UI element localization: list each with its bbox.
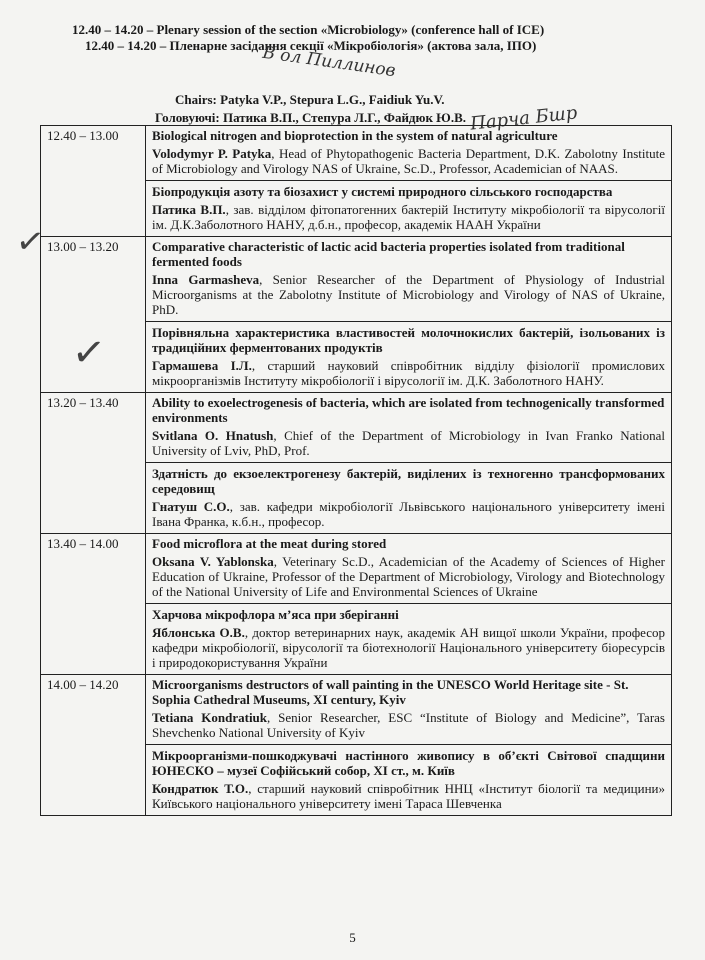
speaker-uk: Патика В.П., зав. відділом фітопатогенних бактерій Інституту мікробіології та вірусології ім. Д.К.Заболотного НАНУ, д.б.н., професор, академік НААН України [152,202,665,232]
chairs-uk: Головуючі: Патика В.П., Степура Л.Г., Файдюк Ю.В. [155,110,466,125]
speaker-uk: Гнатуш С.О., зав. кафедри мікробіології Львівського національного університету імені Івана Франка, к.б.н., професор. [152,499,665,529]
speaker-en: Volodymyr P. Patyka, Head of Phytopathogenic Bacteria Department, D.K. Zabolotny Institute of Microbiology and Virology NAS of Ukraine, Sc.D., Professor, Academician of NAAS. [152,146,665,176]
time-slot: 13.40 – 14.00 [41,534,146,675]
talk-cell [146,534,672,675]
speaker-en: Inna Garmasheva, Senior Researcher of the Department of Physiology of Industrial Microorganisms at the Zabolotny Institute of Microbiology and Virology of NAS of Ukraine, PhD. [152,272,665,317]
table-row [41,126,672,237]
speaker-uk: Яблонська О.В., доктор ветеринарних наук, академік АН вищої школи України, професор кафедри мікробіології, вірусології та біотехнології Національного університету біоресурсів і природокористування України [152,625,665,670]
session-title-en: 12.40 – 14.20 – Plenary session of the section «Microbiology» (conference hall of ICE) [72,22,545,37]
time-slot: 14.00 – 14.20 [41,675,146,816]
talk-title-en: Ability to exoelectrogenesis of bacteria, which are isolated from technogenically transformed environments [152,395,665,425]
checkmark-icon: ✓ [69,328,108,378]
talk-title-uk: Порівняльна характеристика властивостей молочнокислих бактерій, ізольованих із традиційних ферментованих продуктів [152,325,665,355]
talk-title-uk: Біопродукція азоту та біозахист у системі природного сільського господарства [152,184,613,199]
checkmark-icon: ✓ [13,220,48,264]
talk-title-en: Microorganisms destructors of wall painting in the UNESCO World Heritage site - St. Sophia Cathedral Museums, XI century, Kyiv [152,677,629,707]
talk-cell [146,393,672,534]
talk-cell [146,675,672,816]
time-slot: 12.40 – 13.00 [41,126,146,237]
talk-title-uk: Мікроорганізми-пошкоджувачі настінного живопису в об’єкті Світової спадщини ЮНЕСКО – музеї Софійський собор, XI ст., м. Київ [152,748,665,778]
talk-title-en: Comparative characteristic of lactic acid bacteria properties isolated from traditional fermented foods [152,239,625,269]
handwritten-note: В ол Пиллинов [261,42,397,82]
talk-title-uk: Здатність до екзоелектрогенезу бактерій, виділених із техногенно трансформованих середовищ [152,466,665,496]
time-slot: 13.20 – 13.40 [41,393,146,534]
speaker-en: Svitlana O. Hnatush, Chief of the Department of Microbiology in Ivan Franko National University of Lviv, PhD, Prof. [152,428,665,458]
table-row [41,675,672,816]
table-row [41,534,672,675]
talk-title-en: Food microflora at the meat during stored [152,536,387,551]
chairs-en: Chairs: Patyka V.P., Stepura L.G., Faidiuk Yu.V. [175,92,445,107]
speaker-en: Tetiana Kondratiuk, Senior Researcher, ESC “Institute of Biology and Medicine”, Taras Shevchenko National University of Kyiv [152,710,665,740]
talk-cell [146,237,672,393]
table-row [41,237,672,393]
program-table [40,125,672,816]
page-number: 5 [349,930,356,945]
speaker-uk: Кондратюк Т.О., старший науковий співробітник ННЦ «Інститут біології та медицини» Київського національного університету імені Тараса Шевченка [152,781,665,811]
speaker-uk: Гармашева І.Л., старший науковий співробітник відділу фізіології промислових мікроорганізмів Інституту мікробіології і вірусології ім. Д.К. Заболотного НАНУ. [152,358,665,388]
session-title-uk: 12.40 – 14.20 – Пленарне засідання секції «Мікробіологія» (актова зала, ІПО) [85,38,537,53]
table-row [41,393,672,534]
talk-title-uk: Харчова мікрофлора м’яса при зберіганні [152,607,399,622]
talk-title-en: Biological nitrogen and bioprotection in the system of natural agriculture [152,128,558,143]
handwritten-signature: Парча Бшр [469,102,579,135]
time-slot: 13.00 – 13.20 [41,237,146,393]
talk-cell [146,126,672,237]
speaker-en: Oksana V. Yablonska, Veterinary Sc.D., Academician of the Academy of Sciences of Higher Education of Ukraine, Professor of the Department of Microbiology, Virology and Biotechnology of the National University of Life and Environmental Sciences of Ukraine [152,554,665,599]
